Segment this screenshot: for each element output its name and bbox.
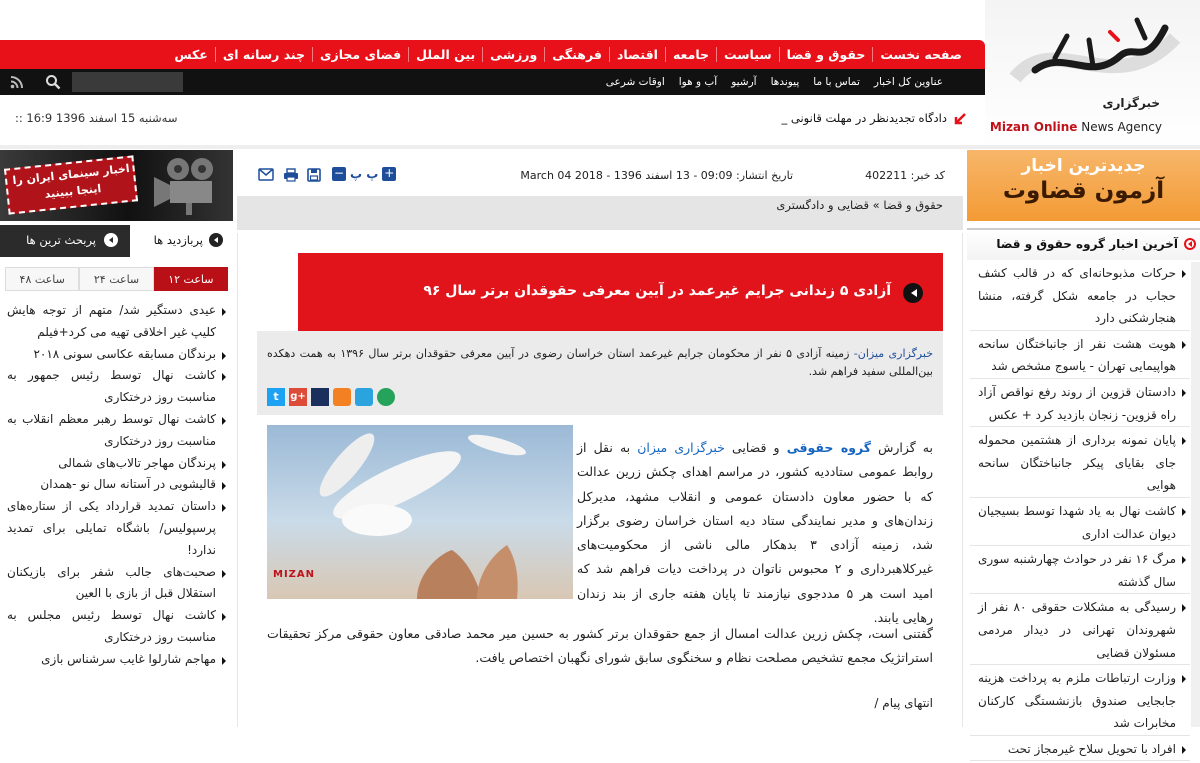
legal-group-link[interactable]: گروه حقوقی: [786, 440, 872, 455]
nav-politics[interactable]: سیاست: [716, 47, 779, 62]
article-paragraph-2: گفتنی است، چکش زرین عدالت امسال از جمع حقوقدان برتر کشور به حسین میر محمد صادقی معاون حقوقی مرکز تحقیقات استراتژیک مجمع تشخیص مصلحت نظام و سخنگوی سابق شورای نگهبان اختصاص یافت.: [267, 626, 933, 666]
list-item[interactable]: رسیدگی به مشکلات حقوقی ۸۰ نفر از شهروندان تهرانی در دیدار مردمی مسئولان قضایی: [970, 596, 1190, 665]
tab-visited-label: پربازدید ها: [153, 233, 203, 247]
news-code-label: کد خبر:: [910, 169, 945, 182]
news-code: [865, 169, 945, 182]
subnav-weather[interactable]: آب و هوا: [678, 76, 718, 88]
article-lead: [257, 331, 943, 415]
tab-discussed-label: پربحث ترین ها: [26, 233, 96, 247]
breadcrumb-bar: [237, 196, 963, 230]
main-nav: [167, 40, 985, 69]
nav-society[interactable]: جامعه: [665, 47, 716, 62]
film-camera-icon: [150, 155, 228, 217]
list-item[interactable]: صحبت‌های جالب شفر برای بازیکنان استقلال قبل از بازی با العین: [5, 562, 228, 606]
lead-source[interactable]: خبرگزاری میزان-: [853, 347, 933, 360]
list-item[interactable]: قالیشویی در آستانه سال نو -همدان: [5, 474, 228, 496]
list-item[interactable]: مرگ ۱۶ نفر در حوادث چهارشنبه سوری سال گذشته: [970, 548, 1190, 594]
mizan-logo-graphic: [995, 8, 1195, 108]
facenama-icon[interactable]: [311, 388, 329, 406]
cinema-banner-line1: اخبار سینمای ایران را: [11, 161, 131, 188]
judge-exam-banner[interactable]: [967, 150, 1200, 221]
list-item[interactable]: کاشت نهال توسط رئیس مجلس به مناسبت روز درختکاری: [5, 605, 228, 649]
article-body-part1: [577, 436, 933, 630]
ticker-date: :: سه‌شنبه 15 اسفند 1396: [15, 111, 178, 125]
right-list-scrollbar[interactable]: [1191, 262, 1200, 727]
nav-cyberspace[interactable]: فضای مجازی: [312, 47, 408, 62]
list-item[interactable]: افراد با تحویل سلاح غیرمجاز تحت: [970, 738, 1190, 762]
cinema-banner-line2: اینجا ببینید: [43, 182, 102, 201]
increase-font-icon[interactable]: +: [384, 166, 395, 180]
list-item[interactable]: حرکات مذبوحانه‌ای که در قالب کشف حجاب در جامعه شکل گرفته، منشا هنجارشکنی دارد: [970, 262, 1190, 331]
mizan-agency-link[interactable]: خبرگزاری میزان: [637, 440, 725, 455]
cinema-news-banner[interactable]: [0, 150, 233, 221]
news-code-value: 402211: [865, 169, 908, 182]
subnav-all-news[interactable]: عناوین کل اخبار: [873, 76, 943, 88]
list-item[interactable]: هویت هشت نفر از جانباختگان سانحه هواپیمایی تهران - یاسوج مشخص شد: [970, 333, 1190, 379]
list-item[interactable]: عیدی دستگیر شد/ متهم از توجه هایش کلیپ غیر اخلاقی تهیه می کرد+فیلم: [5, 300, 228, 344]
nav-sport[interactable]: ورزشی: [482, 47, 544, 62]
ticker-arrow-icon: [954, 113, 966, 125]
para1-text-b: و قضایی: [731, 440, 780, 455]
exam-banner-line2: آزمون قضاوت: [1002, 178, 1165, 204]
list-item[interactable]: کاشت نهال توسط رئیس جمهور به مناسبت روز درختکاری: [5, 365, 228, 409]
ticker-time: 16:9: [26, 111, 53, 125]
list-item[interactable]: کاشت نهال به یاد شهدا توسط بسیجیان دیوان عدالت اداری: [970, 500, 1190, 546]
news-ticker: [0, 96, 985, 142]
popular-tabs: [0, 225, 233, 257]
search-input[interactable]: [72, 72, 183, 92]
ticker-headline[interactable]: دادگاه تجدیدنظر در مهلت قانونی _: [781, 111, 947, 125]
list-item[interactable]: داستان تمدید قرارداد یکی از ستاره‌های پرسپولیس/ باشگاه تمایلی برای تمدید ندارد!: [5, 496, 228, 561]
article-title: آزادی ۵ زندانی جرایم غیرعمد در آیین معرفی حقوقدان برتر سال ۹۶: [423, 283, 891, 299]
cloob-icon[interactable]: [333, 388, 351, 406]
list-item[interactable]: مهاجم شارلوا غایب سرشناس بازی: [5, 649, 228, 671]
site-logo[interactable]: [985, 0, 1200, 148]
para1-text-c: به نقل از روابط عمومی ستاددیه کشور، در مراسم اهدای چکش زرین عدالت که با حضور معاون دادستان عمومی و انقلاب مشهد، مدیرکل زندان‌های و مدیر نمایندگی ستاد دیه استان خراسان رضوی برگزار شد، زمینه آزادی ۳ بدهکار مالی ناشی از محکومیت‌های غیرکلاهبرداری و ۲ محبوس ناتوان در پرداخت دیات فراهم شد که امید است هر ۵ مددجوی نیازمند تا پایان هفته جاری از بند زندان رهایی یابند.: [577, 440, 933, 626]
end-of-message: انتهای پیام /: [874, 696, 933, 710]
list-item[interactable]: پایان نمونه برداری از هشتمین محموله جای بقایای پیکر جانباختگان سانحه هوایی: [970, 429, 1190, 498]
sub-nav: [599, 69, 950, 95]
exam-banner-text: [967, 150, 1200, 204]
list-item[interactable]: پرندگان مهاجر تالاب‌های شمالی: [5, 453, 228, 475]
decrease-font-icon[interactable]: −: [333, 166, 345, 180]
print-icon[interactable]: [283, 168, 299, 182]
photo-watermark: MIZAN: [273, 569, 316, 580]
breadcrumb[interactable]: حقوق و قضا » قضایی و دادگستری: [776, 198, 943, 212]
twitter-icon[interactable]: t: [267, 388, 285, 406]
subnav-contact[interactable]: تماس با ما: [813, 76, 860, 88]
subnav-links[interactable]: پیوندها: [770, 76, 800, 88]
font-size-label: پ پ: [350, 167, 379, 181]
save-icon[interactable]: [307, 168, 321, 182]
list-item[interactable]: کاشت نهال توسط رهبر معظم انقلاب به مناسبت روز درختکاری: [5, 409, 228, 453]
logo-en-bold: Mizan Online: [989, 120, 1078, 134]
nav-home[interactable]: صفحه نخست: [872, 47, 969, 62]
logo-en-rest: News Agency: [1081, 120, 1162, 134]
header-divider: [0, 145, 1200, 149]
subnav-archive[interactable]: آرشیو: [731, 76, 757, 88]
whatsapp-icon[interactable]: [377, 388, 395, 406]
subnav-prayer-times[interactable]: اوقات شرعی: [605, 76, 665, 88]
nav-economy[interactable]: اقتصاد: [609, 47, 665, 62]
rss-icon[interactable]: [10, 75, 24, 89]
font-size-controls: [332, 167, 396, 181]
title-arrow-icon: [911, 289, 917, 297]
tab-visited-arrow-icon: [214, 237, 218, 243]
tab-12-hours[interactable]: ۱۲ ساعت: [154, 267, 228, 291]
popular-news-list: [5, 300, 228, 671]
tab-24-hours[interactable]: ۲۴ ساعت: [79, 267, 153, 291]
article-body-part2: [267, 622, 933, 671]
lead-body: زمینه آزادی ۵ نفر از محکومان جرایم غیرعمد استان خراسان رضوی در آیین معرفی حقوقدان برتر سال ۱۳۹۶ به همت دهکده بین‌المللی سفید فراهم شد.: [267, 347, 933, 378]
heading-arrow-icon: [1188, 241, 1192, 247]
google-plus-icon[interactable]: g+: [289, 388, 307, 406]
list-item[interactable]: برندگان مسابقه عکاسی سونی ۲۰۱۸: [5, 344, 228, 366]
tab-most-discussed[interactable]: [0, 225, 130, 257]
email-icon[interactable]: [258, 168, 274, 181]
ticker-datetime: [15, 111, 177, 125]
share-icons: [267, 388, 395, 406]
tab-most-visited[interactable]: [130, 225, 233, 257]
latest-heading-text: آخرین اخبار گروه حقوق و قضا: [996, 237, 1178, 251]
list-item[interactable]: وزارت ارتباطات ملزم به پرداخت هزینه جابجایی صندوق بازنشستگی کارکنان مخابرات شد: [970, 667, 1190, 736]
list-item[interactable]: دادستان قزوین از روند رفع نواقص آزاد راه قزوین- زنجان بازدید کرد + عکس: [970, 381, 1190, 427]
article-title-box: [298, 253, 943, 331]
nav-multimedia[interactable]: چند رسانه ای: [215, 47, 312, 62]
tab-discussed-arrow-icon: [109, 237, 113, 243]
publish-date: تاریخ انتشار: 09:09 - 13 اسفند 1396 - 2018 March 04: [520, 169, 793, 182]
nav-culture[interactable]: فرهنگی: [544, 47, 609, 62]
nav-photo[interactable]: عکس: [174, 47, 208, 62]
latest-law-news-header: [967, 228, 1200, 260]
exam-banner-line1: جدیدترین اخبار: [1021, 156, 1146, 176]
para1-text-a: به گزارش: [878, 440, 933, 455]
logo-en-label: [990, 120, 1162, 134]
telegram-icon[interactable]: [355, 388, 373, 406]
latest-law-news-list: [970, 262, 1190, 763]
nav-international[interactable]: بین الملل: [408, 47, 482, 62]
lead-text: [267, 345, 933, 381]
search-icon[interactable]: [45, 74, 61, 90]
time-range-tabs: [5, 267, 228, 291]
article-paragraph-1: [577, 436, 933, 630]
article-photo: [267, 425, 573, 599]
nav-law[interactable]: حقوق و قضا: [779, 47, 873, 62]
logo-fa-label: خبرگزاری: [1102, 96, 1160, 110]
tab-48-hours[interactable]: ۴۸ ساعت: [5, 267, 79, 291]
main-nav-bar: [0, 40, 985, 69]
